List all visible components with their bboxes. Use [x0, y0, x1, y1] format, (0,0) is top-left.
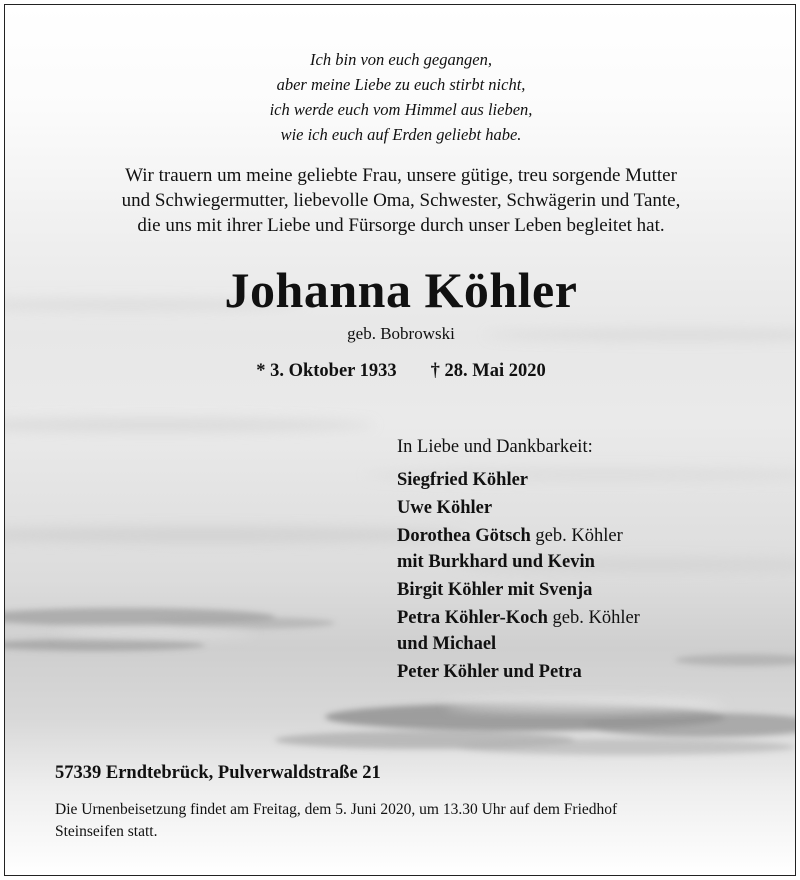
life-dates	[5, 359, 796, 383]
mourners-list	[397, 435, 787, 687]
poem-line: wie ich euch auf Erden geliebt habe.	[280, 125, 522, 144]
mourner-name: Peter Köhler und Petra	[397, 662, 582, 682]
mourner-name: Petra Köhler-Koch	[397, 608, 548, 628]
mourner-name: Uwe Köhler	[397, 498, 493, 518]
intro-line: und Schwiegermutter, liebevolle Oma, Schwester, Schwägerin und Tante,	[121, 190, 681, 211]
maiden-name: geb. Bobrowski	[347, 324, 455, 343]
mourner-family: mit Burkhard und Kevin	[397, 552, 595, 572]
funeral-notice	[55, 799, 765, 843]
death-date: † 28. Mai 2020	[430, 361, 546, 381]
poem	[5, 47, 796, 147]
notice-line: Steinseifen statt.	[55, 823, 158, 840]
mourner-entry	[397, 523, 787, 575]
notice-line: Die Urnenbeisetzung findet am Freitag, dem 5. Juni 2020, um 13.30 Uhr auf dem Friedhof	[55, 801, 618, 818]
poem-line: aber meine Liebe zu euch stirbt nicht,	[276, 75, 526, 94]
mourner-maiden-note: geb. Köhler	[530, 526, 623, 546]
mourner-entry	[397, 605, 787, 657]
mourner-family: und Michael	[397, 634, 497, 654]
intro-line: Wir trauern um meine geliebte Frau, unsere gütige, treu sorgende Mutter	[125, 165, 677, 186]
intro-line: die uns mit ihrer Liebe und Fürsorge durch unser Leben begleitet hat.	[137, 215, 665, 236]
mourner-name: Dorothea Götsch	[397, 526, 531, 546]
mourner-entry	[397, 467, 787, 493]
mourner-entry	[397, 495, 787, 521]
mourners-greeting: In Liebe und Dankbarkeit:	[397, 437, 593, 457]
mourner-maiden-note: geb. Köhler	[547, 608, 640, 628]
mourner-entry	[397, 659, 787, 685]
mourner-name: Siegfried Köhler	[397, 470, 529, 490]
poem-line: Ich bin von euch gegangen,	[310, 50, 492, 69]
deceased-name: Johanna Köhler	[224, 262, 578, 318]
family-address: 57339 Erndtebrück, Pulverwaldstraße 21	[55, 763, 381, 783]
poem-line: ich werde euch vom Himmel aus lieben,	[269, 100, 533, 119]
obituary-content	[5, 5, 796, 876]
birth-date: * 3. Oktober 1933	[256, 361, 397, 381]
mourner-name: Birgit Köhler mit Svenja	[397, 580, 593, 600]
obituary-card	[4, 4, 796, 876]
mourner-entry	[397, 577, 787, 603]
intro-text	[5, 163, 796, 238]
